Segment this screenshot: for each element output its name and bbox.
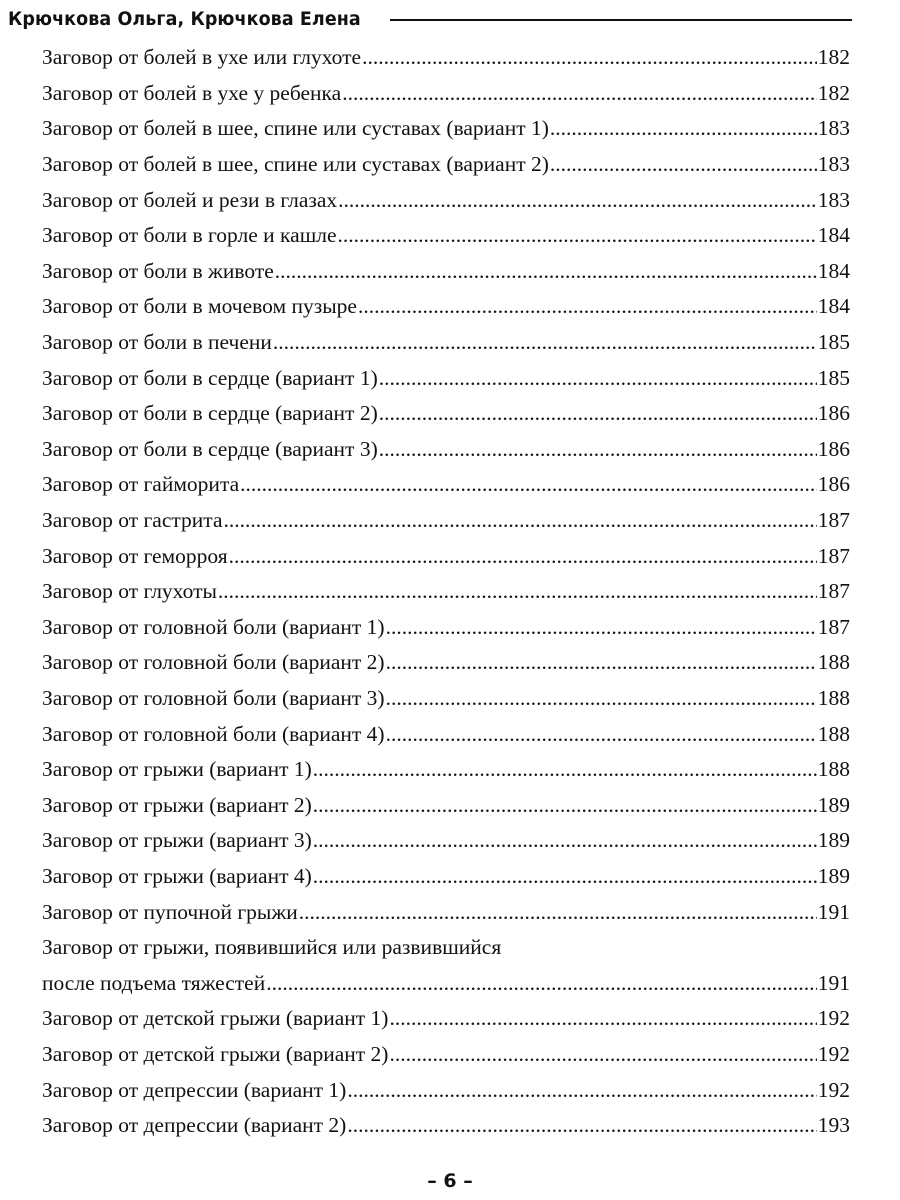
toc-entry-page: 184 (817, 294, 850, 319)
dot-leader (550, 116, 817, 141)
dot-leader (386, 650, 817, 675)
toc-entry (42, 254, 850, 290)
toc-entry-page: 192 (817, 1041, 850, 1066)
toc-entry-page: 191 (817, 970, 850, 995)
toc-entry-page: 188 (817, 650, 850, 675)
toc-entry (42, 432, 850, 468)
dot-leader (362, 45, 817, 70)
toc-entry-title: Заговор от депрессии (вариант 2) (42, 1113, 347, 1138)
toc-entry (42, 111, 850, 147)
dot-leader (273, 330, 817, 355)
toc-entry-page: 187 (817, 614, 850, 639)
dot-leader (275, 259, 817, 284)
toc-entry (42, 503, 850, 539)
toc-entry-page: 187 (817, 579, 850, 604)
toc-entry-page: 188 (817, 757, 850, 782)
toc-entry-title: Заговор от гайморита (42, 472, 240, 497)
toc-entry-title: Заговор от головной боли (вариант 4) (42, 721, 385, 746)
toc-entry (42, 147, 850, 183)
header-authors: Крючкова Ольга, Крючкова Елена (8, 8, 361, 30)
toc-entry-page: 185 (817, 330, 850, 355)
toc-entry-title: Заговор от боли в печени (42, 330, 272, 355)
toc-entry (42, 467, 850, 503)
toc-entry (42, 182, 850, 218)
toc-entry-title: Заговор от болей в ухе у ребенка (42, 80, 342, 105)
dot-leader (240, 472, 817, 497)
dot-leader (347, 1113, 816, 1138)
toc-entry-page: 187 (817, 508, 850, 533)
toc-entry-title: Заговор от грыжи (вариант 2) (42, 792, 312, 817)
toc-entry-title: Заговор от болей и рези в глазах (42, 187, 338, 212)
running-header (8, 6, 852, 32)
dot-leader (338, 188, 817, 213)
toc-entry-page: 189 (817, 863, 850, 888)
toc-entry (42, 574, 850, 610)
toc-entry-page: 186 (817, 436, 850, 461)
toc-entry (42, 289, 850, 325)
toc-entry-page: 183 (817, 152, 850, 177)
toc-entry (42, 218, 850, 254)
dot-leader (342, 81, 817, 106)
toc-entry-page: 185 (817, 365, 850, 390)
toc-entry-title: Заговор от глухоты (42, 579, 217, 604)
page-number: – 6 – (427, 1170, 473, 1192)
toc-entry-page: 186 (817, 401, 850, 426)
toc-entry-title: Заговор от болей в шее, спине или суставах (вариант 2) (42, 152, 549, 177)
dot-leader (389, 1042, 816, 1067)
toc-entry (42, 1037, 850, 1073)
dot-leader (223, 508, 816, 533)
toc-entry-title: Заговор от боли в сердце (вариант 2) (42, 401, 378, 426)
toc-entry (42, 894, 850, 930)
toc-entry (42, 752, 850, 788)
dot-leader (347, 1078, 816, 1103)
toc-entry-title: Заговор от детской грыжи (вариант 1) (42, 1006, 389, 1031)
header-rule (390, 19, 852, 21)
toc-entry-title: Заговор от боли в сердце (вариант 1) (42, 365, 378, 390)
dot-leader (313, 793, 817, 818)
toc-entry-title: Заговор от боли в сердце (вариант 3) (42, 436, 378, 461)
toc-entry (42, 360, 850, 396)
toc-entry-page: 183 (817, 116, 850, 141)
dot-leader (379, 437, 817, 462)
toc-entry-page: 188 (817, 721, 850, 746)
toc-entry (42, 930, 850, 966)
toc-entry-page: 191 (817, 899, 850, 924)
toc-entry (42, 965, 850, 1001)
toc-entry-page: 186 (817, 472, 850, 497)
toc-entry-page: 187 (817, 543, 850, 568)
dot-leader (550, 152, 817, 177)
toc-entry (42, 538, 850, 574)
toc-entry (42, 787, 850, 823)
toc-entry-title: Заговор от болей в ухе или глухоте (42, 45, 362, 70)
toc-entry-title: Заговор от гастрита (42, 508, 223, 533)
toc-entry (42, 396, 850, 432)
toc-entry-page: 189 (817, 792, 850, 817)
toc-entry (42, 1108, 850, 1144)
dot-leader (386, 615, 817, 640)
toc-entry (42, 645, 850, 681)
toc-entry (42, 40, 850, 76)
toc-entry (42, 76, 850, 112)
toc-entry-title: Заговор от боли в животе (42, 258, 274, 283)
toc-entry-title: Заговор от головной боли (вариант 1) (42, 614, 385, 639)
toc-entry-title: Заговор от болей в шее, спине или суставах (вариант 1) (42, 116, 549, 141)
toc-entry (42, 1072, 850, 1108)
dot-leader (386, 722, 817, 747)
toc-entry-page: 188 (817, 685, 850, 710)
dot-leader (313, 828, 817, 853)
dot-leader (313, 864, 817, 889)
dot-leader (386, 686, 817, 711)
dot-leader (218, 579, 817, 604)
dot-leader (266, 971, 817, 996)
toc-entry-title: Заговор от депрессии (вариант 1) (42, 1077, 347, 1102)
dot-leader (389, 1006, 816, 1031)
toc-entry-title: после подъема тяжестей (42, 970, 266, 995)
toc-entry-title: Заговор от детской грыжи (вариант 2) (42, 1041, 389, 1066)
toc-entry (42, 681, 850, 717)
toc-entry-title: Заговор от боли в мочевом пузыре (42, 294, 357, 319)
toc-entry-page: 182 (817, 45, 850, 70)
toc-entry-title: Заговор от грыжи (вариант 3) (42, 828, 312, 853)
dot-leader (379, 366, 817, 391)
dot-leader (299, 900, 817, 925)
toc-entry-page: 192 (817, 1077, 850, 1102)
toc-entry-title: Заговор от головной боли (вариант 3) (42, 685, 385, 710)
toc-entry (42, 716, 850, 752)
dot-leader (379, 401, 817, 426)
toc-entry (42, 823, 850, 859)
toc-entry-page: 184 (817, 223, 850, 248)
toc-entry-page: 182 (817, 80, 850, 105)
toc-entry-title: Заговор от боли в горле и кашле (42, 223, 337, 248)
toc-entry-page: 193 (817, 1113, 850, 1138)
dot-leader (358, 294, 817, 319)
toc-entry-page: 189 (817, 828, 850, 853)
toc-entry-title: Заговор от пупочной грыжи (42, 899, 298, 924)
toc-entry-title: Заговор от грыжи (вариант 1) (42, 757, 312, 782)
toc-entry-page: 184 (817, 258, 850, 283)
toc-entry (42, 610, 850, 646)
toc-entry (42, 325, 850, 361)
table-of-contents (42, 40, 850, 1143)
dot-leader (338, 223, 817, 248)
toc-entry (42, 1001, 850, 1037)
toc-entry (42, 859, 850, 895)
toc-entry-title: Заговор от грыжи, появившийся или развившийся (42, 935, 502, 960)
dot-leader (229, 544, 817, 569)
toc-entry-page: 183 (817, 187, 850, 212)
toc-entry-page: 192 (817, 1006, 850, 1031)
toc-entry-title: Заговор от геморроя (42, 543, 228, 568)
toc-entry-title: Заговор от грыжи (вариант 4) (42, 863, 312, 888)
toc-entry-title: Заговор от головной боли (вариант 2) (42, 650, 385, 675)
dot-leader (313, 757, 817, 782)
